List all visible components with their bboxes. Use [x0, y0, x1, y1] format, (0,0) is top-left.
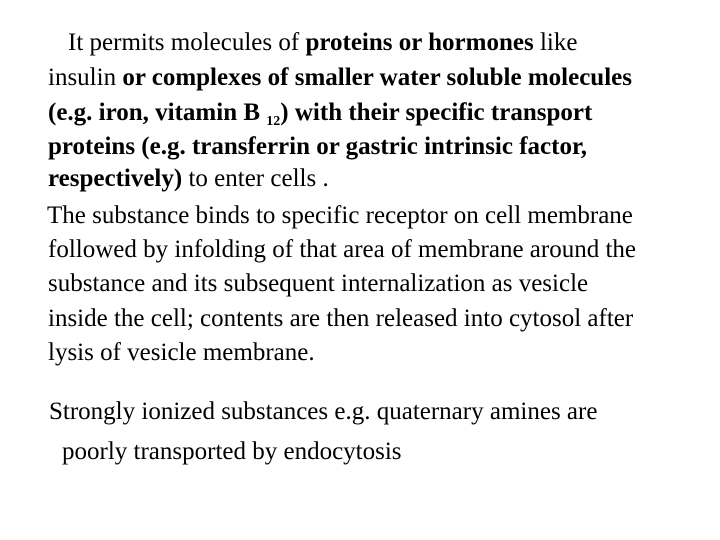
para3-line-2: poorly transported by endocytosis: [62, 438, 402, 465]
para1-line-3: [48, 99, 592, 127]
text-run-bold: proteins or hormones: [305, 29, 534, 56]
text-run-bold: respectively): [48, 165, 183, 192]
para2-line-1: The substance binds to specific receptor on cell membrane: [47, 202, 633, 229]
para2-line-4: inside the cell; contents are then released into cytosol after: [48, 305, 634, 332]
para1-line-1: [68, 29, 577, 57]
para1-line-5: [48, 165, 329, 193]
para2-line-5: lysis of vesicle membrane.: [48, 339, 315, 366]
para1-line-2: [48, 64, 632, 92]
para1-line-4: [48, 133, 587, 161]
text-run-bold: (e.g. iron, vitamin B: [48, 99, 267, 126]
text-run: like: [533, 29, 578, 56]
subscript: 12: [266, 114, 281, 129]
text-run: It permits molecules of: [68, 29, 306, 56]
para2-line-2: followed by infolding of that area of membrane around the: [48, 236, 637, 263]
text-run-bold: or complexes of smaller water soluble molecules: [122, 64, 632, 91]
text-run-bold: ) with their specific transport: [280, 99, 593, 126]
para2-line-3: substance and its subsequent internalization as vesicle: [48, 270, 589, 297]
text-run: insulin: [48, 64, 123, 91]
text-run-bold: proteins (e.g. transferrin or gastric intrinsic factor,: [48, 133, 588, 160]
text-run: to enter cells .: [182, 165, 329, 192]
para3-line-1: Strongly ionized substances e.g. quaternary amines are: [49, 398, 598, 425]
